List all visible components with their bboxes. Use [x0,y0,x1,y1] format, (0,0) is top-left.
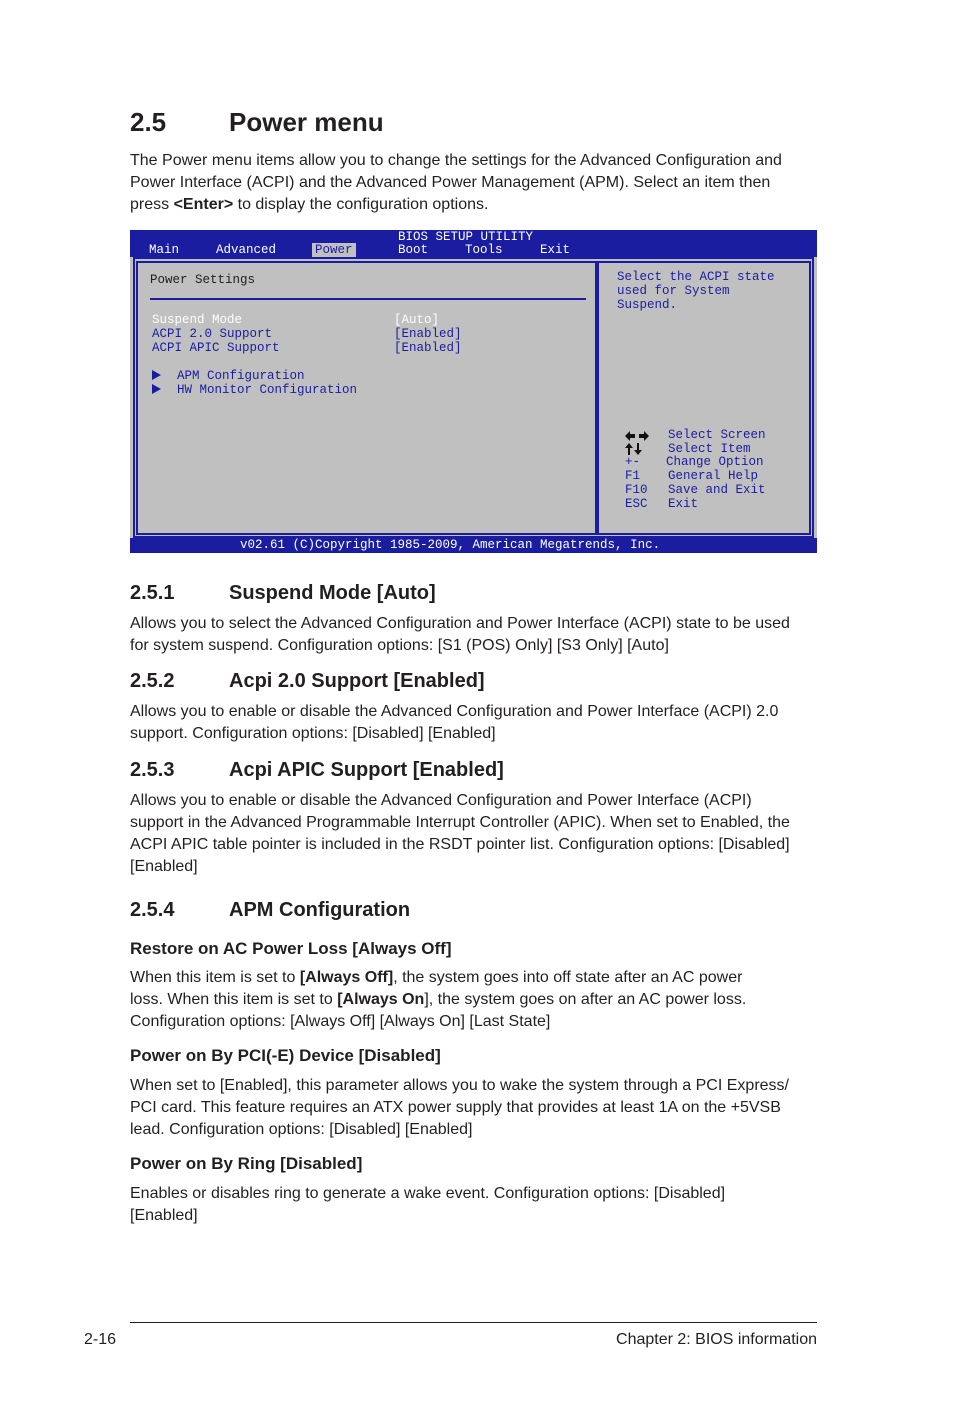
intro-line: The Power menu items allow you to change the settings for the Advanced Configuration and [130,152,782,169]
menu-power[interactable]: Power [312,243,356,257]
panel-title: Power Settings [150,273,256,287]
bios-screenshot [130,230,817,553]
paragraph: Allows you to select the Advanced Configuration and Power Interface (ACPI) state to be used for system suspend. Configuration options: [S1 (POS) Only] [S3 Only] [Auto] [130,615,790,654]
item-heading: Power on By PCI(-E) Device [Disabled] [130,1046,441,1065]
key-name: F1 [625,469,641,483]
chapter-label: Chapter 2: BIOS information [616,1331,817,1348]
help-line: used for System [617,284,730,298]
item-acpi20-value[interactable]: [Enabled] [394,327,462,341]
subsection-title: Acpi 2.0 Support [Enabled] [229,670,485,692]
menu-main[interactable]: Main [149,243,180,257]
page-number: 2-16 [84,1331,117,1348]
menu-boot[interactable]: Boot [398,243,429,257]
help-line: Suspend. [617,298,678,312]
key-name: +- [625,455,641,469]
menu-exit[interactable]: Exit [540,243,571,257]
subsection-title: APM Configuration [229,899,411,921]
key-desc: General Help [668,469,759,483]
paragraph: When set to [Enabled], this parameter allows you to wake the system through a PCI Express/ PCI card. This feature requires an ATX power supply that provides at least 1A on the +5VSB lead. Configuration options: [Disabled] [Enabled] [130,1077,789,1138]
left-right-arrows-icon [624,430,650,442]
key-desc: Save and Exit [668,483,766,497]
up-down-arrows-icon [624,442,644,456]
submenu-hw-monitor[interactable]: HW Monitor Configuration [177,383,358,397]
item-acpi-apic-value[interactable]: [Enabled] [394,341,462,355]
intro-line: press <Enter> to display the configuration options. [130,196,489,213]
subsection-title: Acpi APIC Support [Enabled] [229,759,504,781]
paragraph: When this item is set to [Always Off], the system goes into off state after an AC power loss. When this item is set to [Always On], the system goes on after an AC power loss. Configuration options: [Always Off] [Always On] [Last State] [130,969,747,1030]
key-desc: Change Option [666,455,764,469]
item-suspend-mode-value[interactable]: [Auto] [394,313,440,327]
item-heading: Power on By Ring [Disabled] [130,1154,363,1173]
item-acpi20[interactable]: ACPI 2.0 Support [152,327,273,341]
key-desc: Exit [668,497,699,511]
subsection-number: 2.5.2 [130,670,175,692]
key-desc: Select Screen [668,428,766,442]
submenu-arrow-icon [152,384,161,394]
item-acpi-apic[interactable]: ACPI APIC Support [152,341,280,355]
enter-key: <Enter> [173,196,234,213]
subsection-number: 2.5.4 [130,899,175,921]
section-title: Power menu [229,107,384,137]
key-name: F10 [625,483,648,497]
menu-tools[interactable]: Tools [465,243,503,257]
help-line: Select the ACPI state [617,270,775,284]
intro-line: Power Interface (ACPI) and the Advanced Power Management (APM). Select an item then [130,174,771,191]
subsection-number: 2.5.3 [130,759,175,781]
bios-menu-bar [130,230,817,257]
paragraph: Enables or disables ring to generate a wake event. Configuration options: [Disabled] [Enabled] [130,1185,726,1224]
bios-copyright: v02.61 (C)Copyright 1985-2009, American Megatrends, Inc. [240,538,661,552]
key-name: ESC [625,497,648,511]
paragraph: Allows you to enable or disable the Advanced Configuration and Power Interface (ACPI) 2.0 support. Configuration options: [Disabled] [Enabled] [130,703,779,742]
settings-panel [136,261,597,535]
item-heading: Restore on AC Power Loss [Always Off] [130,939,452,958]
intro-paragraph [130,150,820,216]
divider [150,298,586,300]
footer-rule [130,1322,817,1323]
section-number: 2.5 [130,107,167,137]
subsection-title: Suspend Mode [Auto] [229,582,436,604]
bios-title: BIOS SETUP UTILITY [398,230,534,244]
item-suspend-mode[interactable]: Suspend Mode [152,313,243,327]
menu-advanced[interactable]: Advanced [216,243,277,257]
subsection-number: 2.5.1 [130,582,175,604]
paragraph: Allows you to enable or disable the Advanced Configuration and Power Interface (ACPI) support in the Advanced Programmable Interrupt Controller (APIC). When set to Enabled, the ACPI APIC table pointer is included in the RSDT pointer list. Configuration options: [Disabled] [Enabled] [130,792,790,875]
key-desc: Select Item [668,442,751,456]
submenu-apm[interactable]: APM Configuration [177,369,305,383]
bios-status-bar [130,538,817,553]
submenu-arrow-icon [152,370,161,380]
